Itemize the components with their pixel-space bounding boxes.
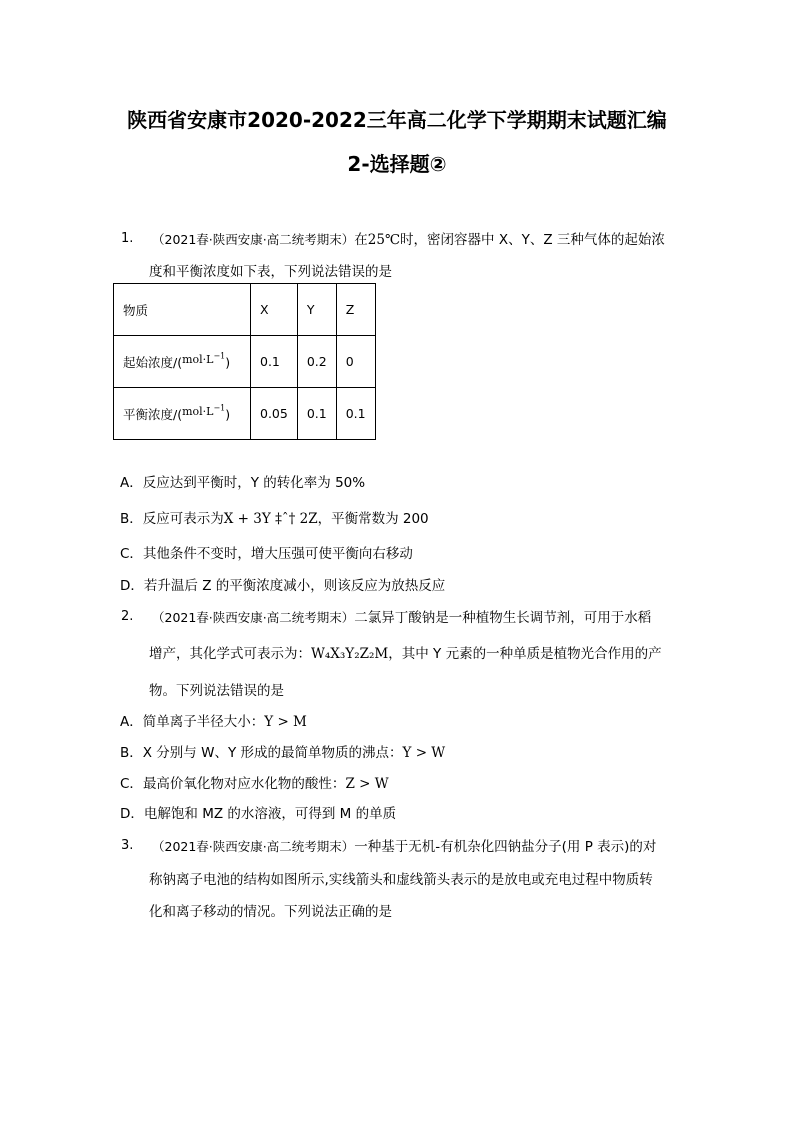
table-header-row	[114, 284, 376, 336]
q1-option-d: D．若升温后 Z 的平衡浓度减小，则该反应为放热反应	[120, 578, 446, 594]
q1-option-c: C．其他条件不变时，增大压强可使平衡向右移动	[120, 546, 413, 562]
q3-source: （2021春·陕西安康·高二统考期末）	[152, 839, 355, 854]
table-row-label: 起始浓度$/(mol\cdot L^{-1})$	[114, 336, 251, 388]
q3-stem-line2: 称钠离子电池的结构如图所示,实线箭头和虚线箭头表示的是放电或充电过程中物质转	[149, 872, 653, 888]
table-header-cell: X	[251, 284, 298, 336]
unit-label: $mol\cdot L^{-1}$	[182, 402, 226, 418]
table-cell: 0.05	[251, 388, 298, 440]
q1-number: 1.	[121, 231, 134, 246]
q2-option-a: A．简单离子半径大小：Y > M	[120, 714, 307, 730]
table-header-cell: 物质	[114, 284, 251, 336]
table-row	[114, 388, 376, 440]
q1-stem-line2: 度和平衡浓度如下表，下列说法错误的是	[149, 264, 392, 280]
q2-number: 2.	[121, 609, 134, 624]
table-cell: 0.1	[251, 336, 298, 388]
q3-number: 3.	[121, 838, 134, 853]
q2-stem-line3: 物。下列说法错误的是	[149, 683, 284, 699]
q2-option-b: B．X 分别与 W、Y 形成的最简单物质的沸点：Y > W	[120, 745, 446, 761]
q1-temperature: 25℃	[367, 232, 401, 248]
compound-formula: W₄X₃Y₂Z₂M	[311, 646, 389, 662]
q2-stem-line1: （2021春·陕西安康·高二统考期末）二氯异丁酸钠是一种植物生长调节剂，可用于水稻	[152, 610, 652, 626]
q1-stem-b: 时，密闭容器中 X、Y、Z 三种气体的起始浓	[400, 232, 665, 248]
table-cell: 0.2	[297, 336, 336, 388]
q1-stem-line1	[152, 228, 665, 248]
q1-source: （2021春·陕西安康·高二统考期末）	[152, 232, 355, 247]
q2-source: （2021春·陕西安康·高二统考期末）	[152, 610, 355, 625]
table-cell: 0.1	[297, 388, 336, 440]
reaction-equation: X + 3Y ‡ˆ† 2Z	[223, 511, 318, 527]
q1-option-b: B．反应可表示为X + 3Y ‡ˆ† 2Z，平衡常数为 200	[120, 511, 429, 527]
q3-stem-line1: （2021春·陕西安康·高二统考期末）一种基于无机-有机杂化四钠盐分子(用 P 表示)的对	[152, 839, 657, 855]
unit-label: $mol\cdot L^{-1}$	[182, 350, 226, 366]
q1-option-a: A．反应达到平衡时，Y 的转化率为 50%	[120, 475, 366, 491]
table-cell: 0.1	[336, 388, 375, 440]
table-header-cell: Y	[297, 284, 336, 336]
table-row	[114, 336, 376, 388]
q1-stem-a: 在	[354, 232, 368, 248]
document-title: 陕西省安康市2020-2022三年高二化学下学期期末试题汇编	[127, 108, 667, 132]
q2-option-c: C．最高价氧化物对应水化物的酸性：Z > W	[120, 776, 389, 792]
table-cell: 0	[336, 336, 375, 388]
concentration-table	[113, 283, 376, 440]
document-subtitle: 2-选择题②	[347, 152, 447, 176]
table-header-cell: Z	[336, 284, 375, 336]
table-row-label: 平衡浓度$/(mol\cdot L^{-1})$	[114, 388, 251, 440]
q3-stem-line3: 化和离子移动的情况。下列说法正确的是	[149, 904, 392, 920]
q2-stem-line2: 增产，其化学式可表示为：W₄X₃Y₂Z₂M，其中 Y 元素的一种单质是植物光合作用的产	[149, 646, 662, 662]
q2-option-d: D．电解饱和 MZ 的水溶液，可得到 M 的单质	[120, 806, 397, 822]
